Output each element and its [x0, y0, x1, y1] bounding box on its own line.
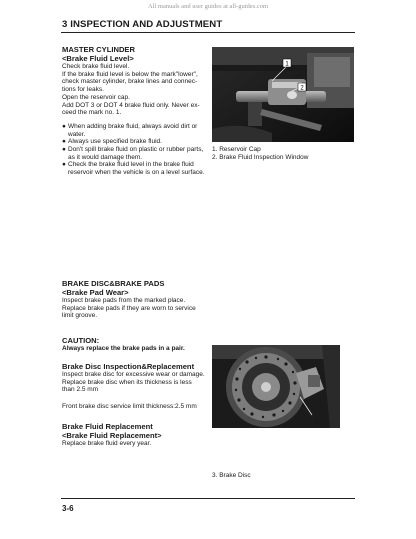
brake-disc-section: [62, 362, 207, 411]
bullet-item: [62, 138, 207, 146]
body-line: check master cylinder, brake lines and connec-: [62, 78, 198, 86]
body-line: If the brake fluid level is below the mark"lower",: [62, 70, 198, 78]
body-line: Check brake fluid level.: [62, 63, 130, 70]
callout-1: 1: [285, 61, 289, 68]
body-line: tions for leaks.: [62, 86, 104, 94]
bullet-icon: ●: [62, 146, 66, 154]
body-line: Inspect brake disc for excessive wear or damage.: [62, 371, 205, 378]
body-line: Add DOT 3 or DOT 4 brake fluid only. Never ex-: [62, 101, 200, 109]
bullet-item: [62, 146, 207, 161]
caption-reservoir-cap: 1. Reservoir Cap: [212, 146, 261, 153]
brake-pads-section: [62, 279, 207, 320]
master-cylinder-photo: [212, 47, 354, 142]
master-cylinder-illustration: [212, 47, 354, 142]
master-cylinder-title: MASTER CYLINDER: [62, 45, 135, 54]
brake-fluid-subtitle: <Brake Fluid Replacement>: [62, 431, 162, 440]
figure1-caption: [212, 146, 362, 161]
brake-fluid-section: [62, 422, 207, 448]
caution-block: [62, 336, 207, 353]
brake-fluid-title: Brake Fluid Replacement: [62, 422, 153, 431]
body-line: Replace brake disc when its thickness is less: [62, 378, 192, 386]
figure2-caption: 3. Brake Disc: [212, 472, 251, 479]
bullet-text: When adding brake fluid, always avoid dirt or: [68, 122, 198, 130]
bullet-text: as it would damage them.: [68, 153, 143, 161]
body-line: ceed the mark no. 1.: [62, 109, 122, 117]
bullet-text: Don't spill brake fluid on plastic or rubber parts,: [68, 146, 204, 154]
caution-title: CAUTION:: [62, 336, 100, 345]
body-line: Open the reservoir cap.: [62, 93, 130, 101]
bullet-item: [62, 161, 207, 176]
body-line: limit groove.: [62, 312, 98, 320]
callout-2: 2: [300, 85, 304, 92]
body-line: than 2.5 mm: [62, 386, 99, 394]
bullet-icon: ●: [62, 122, 66, 130]
bullet-item: [62, 123, 207, 138]
page-number: 3-6: [62, 504, 74, 513]
header-rule: [61, 32, 355, 33]
bullet-text: reservoir when the vehicle is on a level surface.: [68, 169, 205, 177]
brake-disc-title: Brake Disc Inspection&Replacement: [62, 362, 195, 371]
bullet-icon: ●: [62, 161, 66, 169]
brake-fluid-level-subtitle: <Brake Fluid Level>: [62, 54, 134, 63]
bullet-text: Always use specified brake fluid.: [68, 138, 162, 146]
master-cylinder-section: [62, 45, 207, 177]
bullet-text: Check the brake fluid level in the brake fluid: [68, 161, 194, 169]
bullet-text: water.: [68, 130, 86, 138]
body-line: Inspect brake pads from the marked place.: [62, 297, 186, 304]
body-line: Replace brake pads if they are worn to service: [62, 304, 196, 312]
callout-3: 3: [315, 419, 319, 426]
footer-rule: [61, 498, 355, 499]
body-line: Replace brake fluid every year.: [62, 440, 152, 447]
brake-pad-wear-subtitle: <Brake Pad Wear>: [62, 288, 129, 297]
caption-inspection-window: 2. Brake Fluid Inspection Window: [212, 153, 309, 161]
section-header: 3 INSPECTION AND ADJUSTMENT: [62, 19, 223, 30]
brake-pads-title: BRAKE DISC&BRAKE PADS: [62, 279, 165, 288]
caution-text: Always replace the brake pads in a pair.: [62, 345, 185, 352]
service-limit-text: Front brake disc service limit thickness:2.5 mm: [62, 403, 197, 411]
watermark-text: All manuals and user guides at all-guides.com: [147, 3, 269, 10]
bullet-icon: ●: [62, 138, 66, 146]
